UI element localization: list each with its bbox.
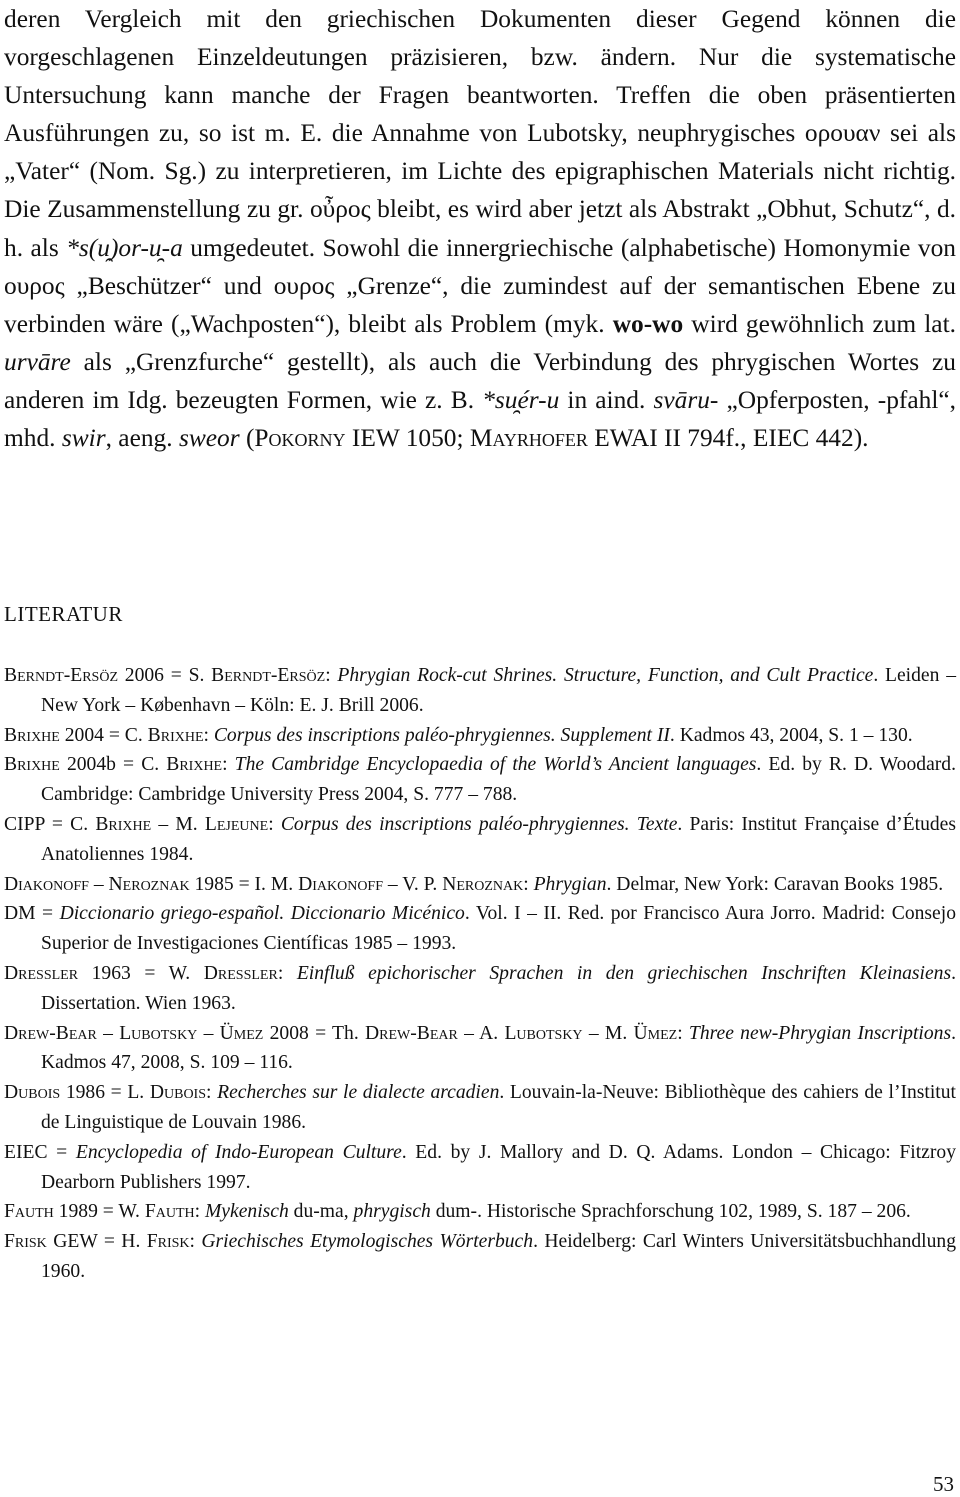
sanskrit-word: svāru- <box>653 385 719 414</box>
text-run: : <box>222 754 235 776</box>
text-run: 2006 = S. <box>118 665 212 686</box>
text-run: 2004b = C. <box>59 754 167 776</box>
work-title: Griechisches Etymologisches Wörterbuch <box>201 1231 534 1253</box>
text-run: : <box>677 1022 689 1044</box>
work-title: Recherches sur le dialecte arcadien <box>217 1082 500 1104</box>
author-name: Brixhe <box>147 724 204 746</box>
text-run: . Leiden – New York – København – Köln: E. J. Brill 2006. <box>41 665 956 716</box>
author-name: Brixhe <box>4 724 60 746</box>
text-run: . Kadmos 47, 2008, S. 109 – 116. <box>41 1022 956 1074</box>
text-run: bleibt, es wird aber jetzt als Abstrakt „Obhut, Schutz“, d. h. als <box>4 195 956 262</box>
reconstructed-form: *su̯ér-u <box>482 385 560 414</box>
bibliography-entry <box>4 1197 956 1227</box>
text-run: : <box>268 813 281 835</box>
text-run: : <box>206 1082 218 1104</box>
text-run: : <box>189 1231 202 1253</box>
author-name: Diakonoff <box>4 873 89 895</box>
text-run: . Louvain-la-Neuve: Bibliothèque des cahiers de l’Institut de Linguistique de Louvain 1986. <box>41 1082 956 1133</box>
text-run: . Heidelberg: Carl Winters Universitätsbuchhandlung 1960. <box>41 1231 956 1282</box>
author-name: Neroznak <box>108 873 190 895</box>
text-run: . Delmar, New York: Caravan Books 1985. <box>606 873 944 895</box>
bibliography-entry <box>4 810 956 870</box>
text-run: deren Vergleich mit den griechischen Dokumenten dieser Gegend können die vorgeschlagenen Einzeldeutungen präzisieren, bzw. ändern. Nur die systematische Untersuchung kann manche der Fragen beantworten. Treffen die oben präsentierten Ausführungen zu, so ist m. E. die Annahme von Lubotsky, neuphrygisches <box>4 5 956 148</box>
work-title: Encyclopedia of Indo-European Culture <box>75 1141 402 1163</box>
bibliography-entry <box>4 661 956 721</box>
text-run: , aeng. <box>105 424 179 453</box>
text-run: – <box>96 1022 120 1044</box>
bibliography-entry <box>4 1138 956 1198</box>
text-run: : <box>523 873 534 895</box>
bibliography-entry <box>4 959 956 1019</box>
author-name: Brixhe <box>95 813 152 835</box>
work-title: Three new-Phrygian Inscriptions <box>688 1022 952 1044</box>
mycenaean-word: wo-wo <box>612 309 684 338</box>
text-run: „Beschützer“ und <box>64 271 274 300</box>
text-run: . Dissertation. Wien 1963. <box>41 962 957 1014</box>
author-name: Ümez <box>219 1022 264 1044</box>
text-run: 1986 = L. <box>60 1082 150 1104</box>
author-name: Fauth <box>144 1201 195 1223</box>
work-title: The Cambridge Encyclopaedia of the World’s Ancient languages <box>234 754 757 776</box>
bibliography-entry <box>4 1019 956 1079</box>
author-name: Brixhe <box>166 754 223 776</box>
text-run: 2008 = Th. <box>263 1022 365 1044</box>
author-name: Neroznak <box>442 873 524 895</box>
author-name: Drew-Bear <box>4 1022 97 1044</box>
work-title: Phrygian Rock-cut Shrines. Structure, Function, and Cult Practice <box>337 665 874 686</box>
text-run: . Paris: Institut Française d’Études Anatoliennes 1984. <box>41 813 957 865</box>
text-run: – M. <box>582 1022 634 1044</box>
author-name: Frisk <box>146 1231 190 1253</box>
text-run: ( <box>239 424 255 453</box>
text-run: als „Grenzfurche“ gestellt), als auch die Verbindung des phrygischen Wortes zu anderen im Idg. bezeugten Formen, wie z. B. <box>4 347 956 414</box>
author-name: Lubotsky <box>504 1022 583 1044</box>
text-run: – V. P. <box>383 873 443 895</box>
greek-word: οὖρος <box>309 195 371 224</box>
author-name: Berndt-Ersöz <box>4 665 119 686</box>
section-heading: LITERATUR <box>4 602 123 626</box>
greek-word: ουρος <box>273 271 335 300</box>
greek-word: ουρος <box>4 271 65 300</box>
author-name: Lejeune <box>204 813 269 835</box>
author-name: Dressler <box>203 962 278 984</box>
text-run: . Ed. by J. Mallory and D. Q. Adams. London – Chicago: Fitzroy Dearborn Publishers 1997. <box>41 1141 956 1193</box>
author-name: Frisk <box>4 1231 47 1253</box>
text-run: EWAI II 794f., EIEC 442). <box>587 424 869 453</box>
text-run: DM = <box>4 903 60 925</box>
author-name: Pokorny <box>254 424 346 453</box>
text-run: umgedeutet. Sowohl die innergriechische (alphabetische) Homonymie von <box>182 233 956 262</box>
text-run: CIPP = C. <box>4 813 96 835</box>
text-run: wird gewöhnlich zum lat. <box>683 309 956 338</box>
text-run: . Ed. by R. D. Woodard. Cambridge: Cambridge University Press 2004, S. 777 – 788. <box>41 754 956 806</box>
text-run: . Vol. I – II. Red. por Francisco Aura Jorro. Madrid: Consejo Superior de Investigaciones Científicas 1985 – 1993. <box>41 903 956 955</box>
text-run: : <box>325 665 338 686</box>
text-run: du-ma, <box>288 1201 354 1223</box>
bibliography-entry <box>4 899 956 959</box>
bibliography-entry <box>4 1227 956 1287</box>
text-run: dum-. Historische Sprachforschung 102, 1989, S. 187 – 206. <box>430 1201 911 1223</box>
author-name: Drew-Bear <box>365 1022 458 1044</box>
work-title: Diccionario griego-español. Diccionario Micénico <box>59 903 465 925</box>
text-run: IEW 1050; <box>345 424 470 453</box>
text-run: – <box>197 1022 220 1044</box>
reconstructed-form: *s(u̯)or-u̯-a <box>66 233 183 262</box>
text-run: 1989 = W. <box>53 1201 145 1223</box>
author-name: Ümez <box>633 1022 678 1044</box>
text-run: . Kadmos 43, 2004, S. 1 – 130. <box>669 724 913 746</box>
work-title: Mykenisch <box>204 1201 289 1223</box>
text-run: GEW = H. <box>46 1231 147 1253</box>
work-title: Corpus des inscriptions paléo-phrygiennes. Supplement II <box>213 724 670 746</box>
bibliography-entry <box>4 1078 956 1138</box>
work-title: Phrygian <box>533 873 607 895</box>
text-run: 1963 = W. <box>78 962 204 984</box>
text-run: – M. <box>151 813 205 835</box>
paragraph <box>4 0 956 457</box>
work-title: Einfluß epichorischer Sprachen in den griechischen Inschriften Kleinasiens <box>296 962 952 984</box>
author-name: Lubotsky <box>119 1022 198 1044</box>
text-run: – A. <box>457 1022 505 1044</box>
author-name: Mayrhofer <box>469 424 588 453</box>
text-run: „Grenze“, die zumindest auf der semantischen Ebene zu verbinden wäre („Wachposten“), bleibt als Problem (myk. <box>4 271 956 338</box>
aeng-word: sweor <box>178 424 240 453</box>
text-run: – <box>88 873 109 895</box>
author-name: Diakonoff <box>298 873 383 895</box>
text-run: in aind. <box>559 385 654 414</box>
text-run: EIEC = <box>4 1141 76 1163</box>
work-title: Corpus des inscriptions paléo-phrygiennes. Texte <box>280 813 678 835</box>
latin-word: urvāre <box>4 347 71 376</box>
author-name: Dubois <box>149 1082 207 1104</box>
bibliography-entry <box>4 750 956 810</box>
author-name: Brixhe <box>4 754 60 776</box>
author-name: Fauth <box>4 1201 54 1223</box>
author-name: Dubois <box>4 1082 61 1104</box>
greek-word: ορουαν <box>804 119 881 148</box>
page-number: 53 <box>933 1472 954 1496</box>
author-name: Dressler <box>4 962 79 984</box>
bibliography-list <box>4 661 956 1287</box>
text-run: : <box>194 1201 205 1223</box>
bibliography-entry <box>4 721 956 751</box>
text-run: 2004 = C. <box>59 724 148 746</box>
bibliography-entry <box>4 870 956 900</box>
body-paragraph <box>4 0 956 457</box>
text-run: : <box>203 724 214 746</box>
text-run: sei als „Vater“ (Nom. Sg.) zu interpretieren, im Lichte des epigraphischen Materials nicht richtig. Die Zusammenstellung zu gr. <box>4 119 956 224</box>
mhd-word: swir <box>61 424 106 453</box>
author-name: Berndt-Ersöz <box>211 665 326 686</box>
text-run: 1985 = I. M. <box>189 873 299 895</box>
work-title: phrygisch <box>353 1201 431 1223</box>
text-run: „Opferposten, -pfahl“, mhd. <box>4 385 956 453</box>
text-run: : <box>277 962 297 984</box>
